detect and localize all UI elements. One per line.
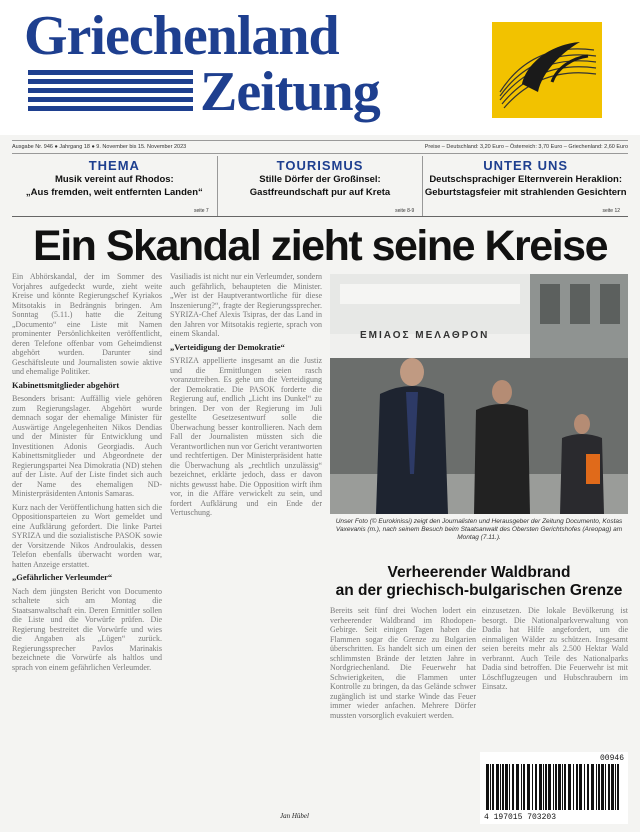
barcode-bar (516, 764, 519, 810)
teaser-section: THEMA (88, 158, 140, 173)
barcode-bar (615, 764, 616, 810)
newspaper-title-line2: Zeitung (200, 61, 380, 123)
barcode-bar (605, 764, 606, 810)
barcode-bar (500, 764, 501, 810)
barcode-bar (601, 764, 604, 810)
barcode-bar (608, 764, 610, 810)
teaser-unter-uns[interactable] (422, 156, 628, 216)
barcode-bar (532, 764, 533, 810)
article-column-2 (170, 272, 322, 808)
lead-photo (330, 274, 628, 514)
barcode-bar (535, 764, 537, 810)
teaser-section: TOURISMUS (276, 158, 364, 173)
barcode-bar (568, 764, 571, 810)
barcode-bar (543, 764, 544, 810)
barcode-bar (545, 764, 547, 810)
secondary-headline-line1: Verheerender Waldbrand (387, 564, 571, 581)
barcode-bar (596, 764, 597, 810)
teaser-headline: Gastfreundschaft pur auf Kreta (249, 187, 391, 198)
teaser-headline: Musik vereint auf Rhodos: (54, 174, 174, 185)
barcode-bar (555, 764, 557, 810)
barcode-bar (579, 764, 582, 810)
article-paragraph: Bereits seit fünf drei Wochen lodert ein verheerender Waldbrand im Rhodopen-Gebirge. Seit einigen Tagen haben die Flammen sogar die Grenze zu Bulgarien überschritten. Es handelt sich um einen der schlimmsten Brände der letzten Jahre in Nordgriechenland. Die Feuerwehr hat Schwierigkeiten, die Flammen unter Kontrolle zu bringen, da das Gelände schwer zugänglich ist und starke Winde das Feuer immer wieder anfachen. Mehrere Dörfer mussten vorsorglich evakuiert werden. (330, 606, 476, 720)
barcode-bar (502, 764, 504, 810)
teaser-headline: Stille Dörfer der Großinsel: (259, 174, 381, 185)
issue-number: Ausgabe Nr. 946 ● Jahrgang 18 ● 9. November bis 15. November 2023 (12, 144, 187, 150)
article-subheading: „Gefährlicher Verleumder“ (12, 572, 113, 582)
teaser-page: seite 8-9 (395, 208, 415, 214)
article-author: Jan Hübel (280, 812, 309, 820)
article-column-1 (12, 272, 162, 820)
lyre-logo-icon (492, 22, 602, 118)
teaser-headline: „Aus fremden, weit entfernten Landen“ (25, 187, 203, 198)
main-headline: Ein Skandal zieht seine Kreise (33, 222, 607, 270)
barcode-bar (591, 764, 594, 810)
secondary-column-2 (482, 606, 628, 746)
secondary-headline (330, 564, 628, 600)
barcode-bar (617, 764, 619, 810)
teaser-page: seite 7 (193, 208, 209, 214)
barcode-bar (584, 764, 585, 810)
barcode-bar (486, 764, 489, 810)
barcode-bar (492, 764, 494, 810)
barcode-bar (587, 764, 589, 810)
barcode-bar (553, 764, 554, 810)
barcode-bar (548, 764, 551, 810)
issue-prices: Preise – Deutschland: 3,20 Euro – Österreich: 3,70 Euro – Griechenland: 2,60 Euro (424, 144, 628, 150)
barcode-bar (573, 764, 574, 810)
barcode-bar (509, 764, 510, 810)
article-paragraph: Ein Abhörskandal, der im Sommer des Vorjahres aufgedeckt wurde, zieht weite Kreise und könnte Regierungschef Kyriakos Mitsotakis in Bedrängnis bringen. Am Sonntag (5.11.) hatte die Zeitung „Documento“ eine Liste mit Namen prominenter Persönlichkeiten veröffentlicht, deren Telefone offenbar vom Geheimdienst abgehört wurden. Darunter sind Geschäftsleute und Journalisten sowie aktive und ehemalige Politiker. (12, 272, 162, 376)
barcode-bar (527, 764, 530, 810)
teaser-thema[interactable] (12, 156, 217, 216)
article-paragraph: einzusetzen. Die lokale Bevölkerung ist besorgt. Die Nationalparkverwaltung von Dadia hat Hilfe angefordert, um die einmaligen Wälder zu schützen. Insgesamt seien bereits mehr als 2.500 Hektar Wald verbrannt. Auch Teile des Nationalparks Dadia sind betroffen. Die Feuerwehr ist mit Löschflugzeugen und Hubschraubern im Einsatz. (482, 606, 628, 691)
teaser-bar (12, 156, 628, 217)
teaser-headline: Deutschsprachiger Elternverein Heraklion: (429, 174, 623, 185)
barcode-bar (576, 764, 578, 810)
barcode-bar (523, 764, 525, 810)
secondary-column-1 (330, 606, 476, 816)
teaser-tourismus[interactable] (217, 156, 423, 216)
building-sign: ΕΜΙΑΟΣ ΜΕΛΑΘΡΟΝ (360, 330, 490, 341)
article-subheading: Kabinettsmitglieder abgehört (12, 379, 120, 390)
barcode-issue-digits: 00946 (599, 754, 624, 763)
barcode-ean: 4 197015 703203 (484, 813, 557, 822)
photo-caption: Unser Foto (© Eurokinissi) zeigt den Journalisten und Herausgeber der Zeitung Documento, Kostas Vaxevanis (m.), nach seinem Besuch beim Staatsanwalt des Obersten Gerichtshofes (Areopag) am Montag (7.11.). (335, 518, 623, 541)
barcode-bar (490, 764, 491, 810)
article-paragraph: Nach dem jüngsten Bericht von Documento schaltete sich am Montag die Staatsanwaltschaft ein. Deren Ermittler sollen die Liste und die Vorwürfe prüfen. Die Regierung bestreitet die Vorwürfe und wies die Angaben als „Lügen“ zurück. Regierungssprecher Pavlos Marinakis bezeichnete die Vorwürfe als haltlos und sprach von einem gefährlichen Verleumder. (12, 586, 162, 672)
barcode-bar (564, 764, 566, 810)
barcode-bar (611, 764, 614, 810)
barcode (480, 752, 628, 824)
article-subheading: „Verteidigung der Demokratie“ (170, 341, 285, 352)
barcode-bar (512, 764, 514, 810)
barcode-bar (562, 764, 563, 810)
secondary-headline-line2: an der griechisch-bulgarischen Grenze (335, 582, 623, 599)
article-paragraph: Besonders brisant: Auffällig viele gehören zum Regierungslager. Abgehört wurde demnach sogar der ehemalige Minister für Auswärtige Angelegenheiten Nikos Dendias und der Minister für Entwicklung und Investitionen Adonis Georgiadis. Auch Kabinettsmitglieder und Abgeordnete der Regierungspartei Nea Dimokratia (ND) stehen auf der Liste. Auf der Liste findet sich auch der Name des ehemaligen ND-Ministerpräsidenten Antonis Samaras. (12, 394, 162, 498)
barcode-bar (496, 764, 499, 810)
barcode-bar (521, 764, 522, 810)
masthead (0, 0, 640, 135)
newspaper-title-line1: Griechenland (24, 5, 339, 67)
barcode-bar (539, 764, 542, 810)
article-paragraph: Vasiliadis ist nicht nur ein Verleumder, sondern auch gefährlich, behaupteten die Minister. „Wer ist der Hauptverantwortliche für diese Inszenierung?“, fragte der Regierungssprecher. SYRIZA-Chef Alexis Tsipras, der das Land in den Jahren vor Mitsotakis regierte, sprach von einem Skandal. (170, 272, 322, 338)
article-paragraph: Kurz nach der Veröffentlichung hatten sich die Oppositionsparteien zu Wort gemeldet und eine Aufklärung gefordert. Die linke Partei SYRIZA und die sozialistische PASOK sowie der Vorsitzende Nikos Androulakis, dessen Telefon ebenfalls überwacht worden war, hatten Anzeige erstattet. (12, 502, 162, 569)
teaser-section: UNTER UNS (483, 158, 569, 173)
barcode-bar (598, 764, 600, 810)
teaser-headline: Geburtstagsfeier mit strahlenden Gesichtern (424, 187, 627, 198)
issue-info-bar (12, 140, 628, 154)
teaser-page: seite 12 (602, 208, 621, 214)
masthead-stripes (28, 70, 193, 120)
barcode-bar (505, 764, 508, 810)
barcode-bar (558, 764, 561, 810)
article-paragraph: SYRIZA appellierte insgesamt an die Justiz und die Ermittlungen seien rasch voranzutreiben. Es gehe um die Verteidigung der Demokratie. Die PASOK forderte die Regierung auf, endlich „Licht ins Dunkel“ zu bringen. Der von der Regierung im Juli gestellte Gesetzesentwurf solle die Überwachung besser kontrollieren. Nach dem Fall der Journalisten müssten sich die Verantwortlichen nun vor Gericht verantworten und rechtfertigen. Der Ministerpräsident hatte die Überwachung als „rechtlich unzulässig“ bezeichnet, erklärte jedoch, dass er davon nichts gewusst habe. Die Opposition wirft ihm vor, in die Affäre verwickelt zu sein, und fordert Aufklärung und ein Ende der Vertuschung. (170, 356, 322, 517)
